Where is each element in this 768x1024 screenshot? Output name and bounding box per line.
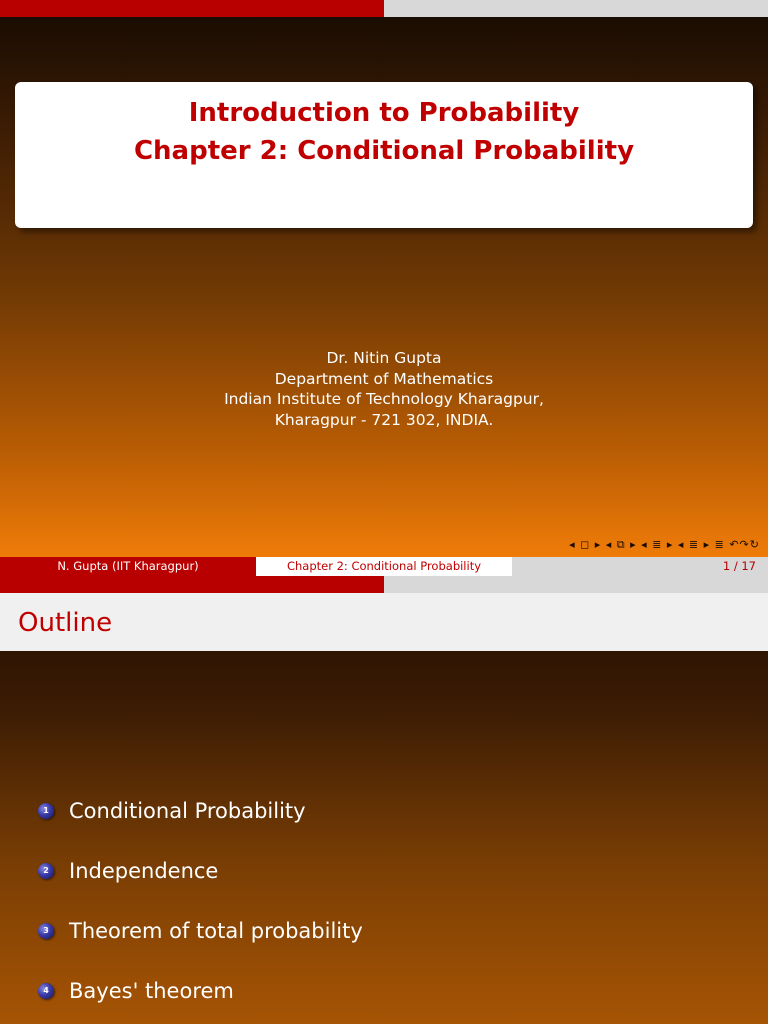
footer-short-title: Chapter 2: Conditional Probability [256, 557, 512, 576]
author-name: Dr. Nitin Gupta [326, 349, 442, 367]
numbered-ball-icon: 4 [38, 983, 54, 999]
frame-title-bar [0, 593, 768, 651]
numbered-ball-icon: 3 [38, 923, 54, 939]
frame-title: Outline [18, 608, 113, 638]
outline-list [38, 781, 363, 1021]
outline-item-label: Conditional Probability [69, 799, 306, 823]
top-bar-grey-segment [384, 576, 768, 593]
outline-item-label: Bayes' theorem [69, 979, 234, 1003]
top-color-bar [0, 0, 768, 17]
author-department: Department of Mathematics [274, 369, 494, 388]
title-box [15, 82, 753, 228]
presentation-subtitle: Chapter 2: Conditional Probability [133, 136, 635, 166]
presentation-title: Introduction to Probability [188, 98, 580, 128]
outline-item[interactable] [38, 901, 363, 961]
outline-item[interactable] [38, 841, 363, 901]
top-bar-red-segment [0, 576, 384, 593]
numbered-ball-icon: 1 [38, 803, 54, 819]
outline-item-label: Independence [69, 859, 219, 883]
numbered-ball-icon: 2 [38, 863, 54, 879]
author-block [0, 348, 768, 430]
author-institute: Indian Institute of Technology Kharagpur, [224, 390, 544, 408]
outline-slide [0, 576, 768, 1024]
outline-item-label: Theorem of total probability [69, 919, 363, 943]
beamer-navigation-icons[interactable]: ◂ ◻ ▸ ◂ ⧉ ▸ ◂ ≣ ▸ ◂ ≣ ▸ ≣ ↶↷↻ [569, 538, 760, 551]
footer-author: N. Gupta (IIT Kharagpur) [0, 557, 256, 576]
outline-item[interactable] [38, 961, 363, 1021]
outline-item[interactable] [38, 781, 363, 841]
top-bar-red-segment [0, 0, 384, 17]
top-bar-grey-segment [384, 0, 768, 17]
top-color-bar [0, 576, 768, 593]
slide-footer [0, 557, 768, 576]
author-address: Kharagpur - 721 302, INDIA. [274, 410, 494, 429]
footer-page-number: 1 / 17 [512, 557, 768, 576]
